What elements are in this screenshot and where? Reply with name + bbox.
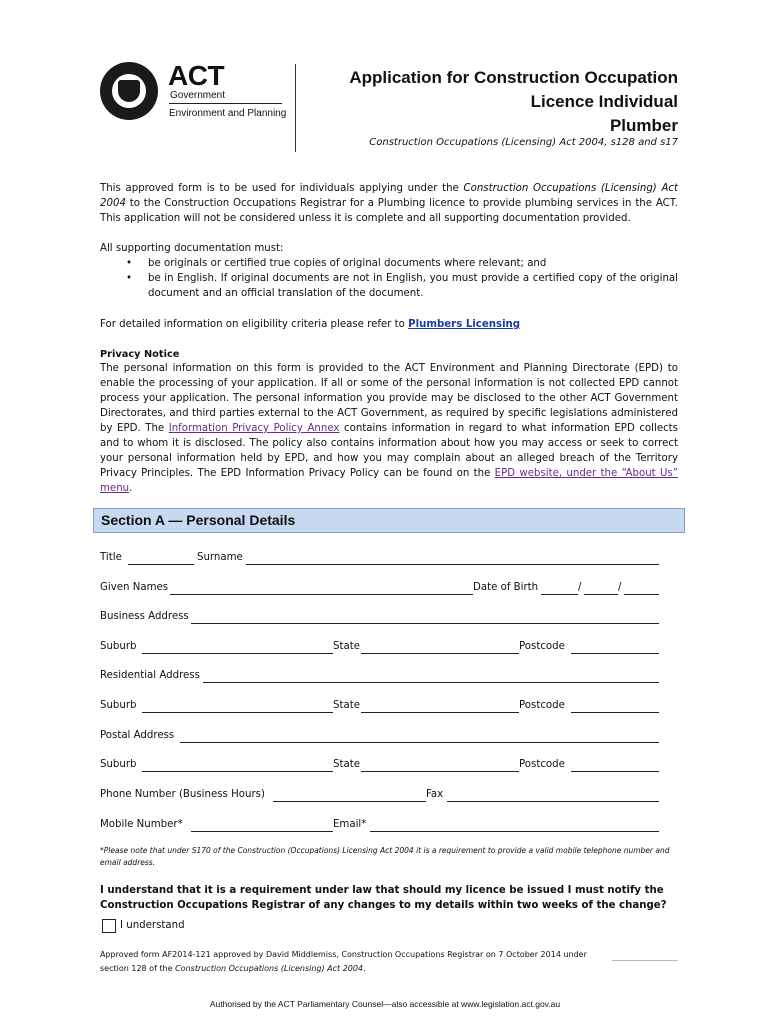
residential-state-field[interactable] <box>361 712 519 713</box>
business-suburb-row <box>100 640 660 654</box>
title-label: Title <box>100 552 122 563</box>
coat-of-arms-icon <box>118 80 140 102</box>
postal-address-row <box>100 729 660 743</box>
email-field[interactable] <box>370 831 659 832</box>
mobile-label: Mobile Number* <box>100 819 183 830</box>
dob-year-field[interactable] <box>624 594 659 595</box>
residential-suburb-row <box>100 699 660 713</box>
phone-label: Phone Number (Business Hours) <box>100 789 265 800</box>
residential-address-label: Residential Address <box>100 670 200 681</box>
suburb-label: Suburb <box>100 641 137 652</box>
state-label: State <box>333 759 360 770</box>
residential-address-row <box>100 669 660 683</box>
suburb-label: Suburb <box>100 700 137 711</box>
understand-label: I understand <box>120 920 185 931</box>
privacy-text: The personal information on this form is provided to the ACT Environment and Planning Directorate (EPD) to enable the processing of your application. If all or some of the personal information is not collected EPD cannot process your application. The personal information you provide may be disclosed to the other ACT Government Directorates, and third parties external to the ACT Government, as required by specific legislations administered by EPD. The Information Privacy Policy Annex contains information in regard to what information EPD collects and to whom it is disclosed. The policy also contains information about how you may access or seek to correct your personal information held by EPD, and how you may complain about an alleged breach of the Territory Privacy Principles. The EPD Information Privacy Policy can be found on the EPD website, under the “About Us” menu. <box>100 363 678 494</box>
eligibility-line: For detailed information on eligibility criteria please refer to Plumbers Licensing <box>100 319 521 330</box>
understand-checkbox[interactable] <box>102 919 116 933</box>
dob-month-field[interactable] <box>584 594 618 595</box>
postal-address-field[interactable] <box>180 742 659 743</box>
postcode-label: Postcode <box>519 759 565 770</box>
approval-line-2: section 128 of the Construction Occupations (Licensing) Act 2004. <box>100 964 366 973</box>
intro-paragraph: This approved form is to be used for individuals applying under the Construction Occupations (Licensing) Act 2004 to the Construction Occupations Registrar for a Plumbing licence to provide plumbing services in the ACT. This application will not be considered unless it is complete and all supporting documentation provided. <box>100 183 679 224</box>
given-names-field[interactable] <box>170 594 473 595</box>
title-field[interactable] <box>128 564 194 565</box>
list-item: • be in English. If original documents are not in English, you must provide a certified copy of the original document and an official translation of the document. <box>100 271 678 301</box>
surname-field[interactable] <box>246 564 659 565</box>
given-names-row <box>100 581 660 595</box>
supporting-list <box>100 256 678 301</box>
business-address-label: Business Address <box>100 611 189 622</box>
dob-separator: / <box>618 582 622 593</box>
postal-suburb-row <box>100 758 660 772</box>
logo-government-text: Government <box>170 90 226 101</box>
privacy-policy-annex-link[interactable]: Information Privacy Policy Annex <box>168 423 340 434</box>
supporting-lead: All supporting documentation must: <box>100 243 284 254</box>
epd-website-link[interactable]: EPD website, under the “About Us” menu <box>100 468 678 494</box>
form-title <box>298 66 678 138</box>
postal-address-label: Postal Address <box>100 730 175 741</box>
form-subtitle: Construction Occupations (Licensing) Act 2004, s128 and s17 <box>369 137 678 148</box>
approval-rule <box>612 960 678 961</box>
phone-fax-row <box>100 788 660 802</box>
postal-postcode-field[interactable] <box>571 771 659 772</box>
business-address-field[interactable] <box>191 623 659 624</box>
state-label: State <box>333 700 360 711</box>
residential-address-field[interactable] <box>203 682 659 683</box>
residential-postcode-field[interactable] <box>571 712 659 713</box>
business-address-row <box>100 610 660 624</box>
mobile-email-row <box>100 818 660 832</box>
business-postcode-field[interactable] <box>571 653 659 654</box>
postal-state-field[interactable] <box>361 771 519 772</box>
dob-separator: / <box>578 582 582 593</box>
state-label: State <box>333 641 360 652</box>
dob-day-field[interactable] <box>541 594 578 595</box>
logo-directorate-text: Environment and Planning <box>169 108 287 119</box>
postcode-label: Postcode <box>519 641 565 652</box>
phone-field[interactable] <box>273 801 426 802</box>
given-names-label: Given Names <box>100 582 169 593</box>
list-item: • be originals or certified true copies of original documents where relevant; and <box>100 256 678 271</box>
form-title-line-1: Application for Construction Occupation <box>349 68 678 87</box>
logo-divider <box>169 103 282 104</box>
form-title-line-3: Plumber <box>609 116 678 135</box>
dob-label: Date of Birth <box>473 582 539 593</box>
postcode-label: Postcode <box>519 700 565 711</box>
footer-authorised: Authorised by the ACT Parliamentary Counsel—also accessible at www.legislation.act.gov.au <box>209 999 561 1009</box>
mobile-note: *Please note that under S170 of the Construction (Occupations) Licensing Act 2004 it is a requirement to provide a valid mobile telephone number and email address. <box>100 846 670 867</box>
approval-line-1: Approved form AF2014-121 approved by David Middlemiss, Construction Occupations Registrar on 7 October 2014 under <box>100 950 587 959</box>
suburb-label: Suburb <box>100 759 137 770</box>
fax-field[interactable] <box>447 801 659 802</box>
privacy-heading: Privacy Notice <box>100 349 180 360</box>
header-divider <box>295 64 296 152</box>
residential-suburb-field[interactable] <box>142 712 333 713</box>
title-surname-row <box>100 551 660 565</box>
supporting-docs <box>100 241 678 301</box>
logo-act-text: ACT <box>168 60 225 91</box>
business-state-field[interactable] <box>361 653 519 654</box>
section-a-header: Section A — Personal Details <box>93 508 685 533</box>
business-suburb-field[interactable] <box>142 653 333 654</box>
plumbers-licensing-link[interactable]: Plumbers Licensing <box>408 319 521 330</box>
form-title-line-2: Licence Individual <box>530 92 678 111</box>
postal-suburb-field[interactable] <box>142 771 333 772</box>
surname-label: Surname <box>197 552 243 563</box>
fax-label: Fax <box>426 789 444 800</box>
declaration-text: I understand that it is a requirement under law that should my licence be issued I must notify the Construction Occupations Registrar of any changes to my details within two weeks of the change? <box>100 885 667 911</box>
act-name: Construction Occupations (Licensing) Act 2004 <box>100 183 679 209</box>
email-label: Email* <box>333 819 367 830</box>
mobile-field[interactable] <box>191 831 333 832</box>
